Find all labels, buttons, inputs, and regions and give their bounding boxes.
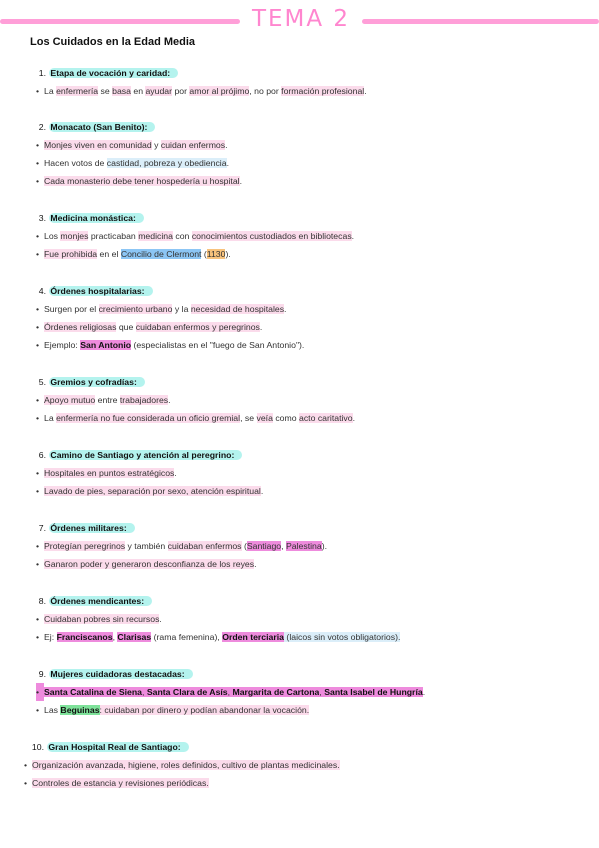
- section-number: 1.: [38, 68, 46, 78]
- section-title: Órdenes mendicantes:: [49, 596, 152, 606]
- section-title: Camino de Santiago y atención al peregrino:: [49, 450, 242, 460]
- section-title: Medicina monástica:: [49, 213, 143, 223]
- section-title: Órdenes hospitalarias:: [49, 286, 152, 296]
- bullet-dot-icon: •: [36, 340, 40, 350]
- bullet-dot-icon: •: [36, 140, 40, 150]
- section-heading: [36, 519, 591, 537]
- bullet-dot-icon: •: [36, 158, 40, 168]
- section-number: 6.: [38, 450, 46, 460]
- section-camino-santiago: [36, 446, 591, 500]
- bullet-item: • Ganaron poder y generaron desconfianza de los reyes.: [36, 555, 591, 573]
- section-heading: [36, 665, 591, 683]
- section-heading: [30, 738, 585, 756]
- document-title: Los Cuidados en la Edad Media: [30, 36, 196, 48]
- bullet-dot-icon: •: [36, 683, 44, 701]
- section-number: 8.: [38, 596, 46, 606]
- bullet-dot-icon: •: [36, 559, 40, 569]
- bullet-item: • La enfermería no fue considerada un oficio gremial, se veía como acto caritativo.: [36, 409, 591, 427]
- section-number: 5.: [38, 377, 46, 387]
- bullet-item: • Los monjes practicaban medicina con conocimientos custodiados en bibliotecas.: [36, 227, 591, 245]
- section-number: 9.: [38, 669, 46, 679]
- bullet-item: • Cada monasterio debe tener hospedería u hospital.: [36, 172, 591, 190]
- bullet-item: • Ej: Franciscanos, Clarisas (rama femenina), Orden terciaria (laicos sin votos obligatorios).: [36, 628, 591, 646]
- bullet-dot-icon: •: [36, 86, 40, 96]
- section-heading: [36, 282, 591, 300]
- bullet-dot-icon: •: [36, 176, 40, 186]
- section-ordenes-militares: [36, 519, 591, 573]
- section-ordenes-hospitalarias: [36, 282, 591, 354]
- section-number: 3.: [38, 213, 46, 223]
- bullet-dot-icon: •: [36, 249, 40, 259]
- section-gremios: [36, 373, 591, 427]
- bullet-dot-icon: •: [24, 778, 28, 788]
- bullet-item: • Organización avanzada, higiene, roles definidos, cultivo de plantas medicinales.: [24, 756, 585, 774]
- section-ordenes-mendicantes: [36, 592, 591, 646]
- bullet-item: • Apoyo mutuo entre trabajadores.: [36, 391, 591, 409]
- bullet-item: • Controles de estancia y revisiones periódicas.: [24, 774, 585, 792]
- bullet-item: • Surgen por el crecimiento urbano y la necesidad de hospitales.: [36, 300, 591, 318]
- bullet-item: • Santa Catalina de Siena, Santa Clara de Asís, Margarita de Cartona, Santa Isabel de Hungría.: [36, 683, 591, 701]
- tema-header: [0, 6, 599, 36]
- section-number: 2.: [38, 122, 46, 132]
- bullet-item: • Hacen votos de castidad, pobreza y obediencia.: [36, 154, 591, 172]
- section-title: Mujeres cuidadoras destacadas:: [49, 669, 192, 679]
- section-title: Gremios y cofradías:: [49, 377, 144, 387]
- bullet-dot-icon: •: [36, 304, 40, 314]
- bullet-item: • Órdenes religiosas que cuidaban enfermos y peregrinos.: [36, 318, 591, 336]
- bullet-dot-icon: •: [36, 541, 40, 551]
- section-title: Órdenes militares:: [49, 523, 134, 533]
- section-heading: [36, 64, 591, 82]
- bullet-dot-icon: •: [36, 322, 40, 332]
- bullet-item: • Monjes viven en comunidad y cuidan enfermos.: [36, 136, 591, 154]
- section-heading: [36, 209, 591, 227]
- section-heading: [36, 118, 591, 136]
- section-heading: [36, 446, 591, 464]
- bullet-item: • Cuidaban pobres sin recursos.: [36, 610, 591, 628]
- bullet-item: • Las Beguinas: cuidaban por dinero y podían abandonar la vocación.: [36, 701, 591, 719]
- section-title: Gran Hospital Real de Santiago:: [47, 742, 188, 752]
- section-number: 4.: [38, 286, 46, 296]
- bullet-item: • Ejemplo: San Antonio (especialistas en el "fuego de San Antonio").: [36, 336, 591, 354]
- bullet-dot-icon: •: [36, 413, 40, 423]
- bullet-dot-icon: •: [36, 468, 40, 478]
- bullet-dot-icon: •: [24, 760, 28, 770]
- bullet-item: • La enfermería se basa en ayudar por amor al prójimo, no por formación profesional.: [36, 82, 591, 100]
- left-divider-rule: [0, 19, 240, 24]
- section-heading: [36, 592, 591, 610]
- section-monacato: [36, 118, 591, 190]
- bullet-dot-icon: •: [36, 632, 40, 642]
- section-heading: [36, 373, 591, 391]
- section-number: 7.: [38, 523, 46, 533]
- section-gran-hospital: [24, 738, 585, 792]
- section-medicina-monastica: [36, 209, 591, 263]
- section-mujeres-cuidadoras: [36, 665, 591, 719]
- section-etapa-vocacion: [36, 64, 591, 100]
- bullet-item: • Protegían peregrinos y también cuidaban enfermos (Santiago, Palestina).: [36, 537, 591, 555]
- bullet-item: • Hospitales en puntos estratégicos.: [36, 464, 591, 482]
- bullet-dot-icon: •: [36, 705, 40, 715]
- bullet-dot-icon: •: [36, 231, 40, 241]
- tema-title: TEMA 2: [251, 6, 351, 32]
- bullet-dot-icon: •: [36, 486, 40, 496]
- right-divider-rule: [362, 19, 599, 24]
- bullet-item: • Lavado de pies, separación por sexo, atención espiritual.: [36, 482, 591, 500]
- section-title: Monacato (San Benito):: [49, 122, 155, 132]
- section-title: Etapa de vocación y caridad:: [49, 68, 178, 78]
- bullet-dot-icon: •: [36, 614, 40, 624]
- section-number: 10.: [31, 742, 44, 752]
- bullet-dot-icon: •: [36, 395, 40, 405]
- bullet-item: • Fue prohibida en el Concilio de Clermont (1130).: [36, 245, 591, 263]
